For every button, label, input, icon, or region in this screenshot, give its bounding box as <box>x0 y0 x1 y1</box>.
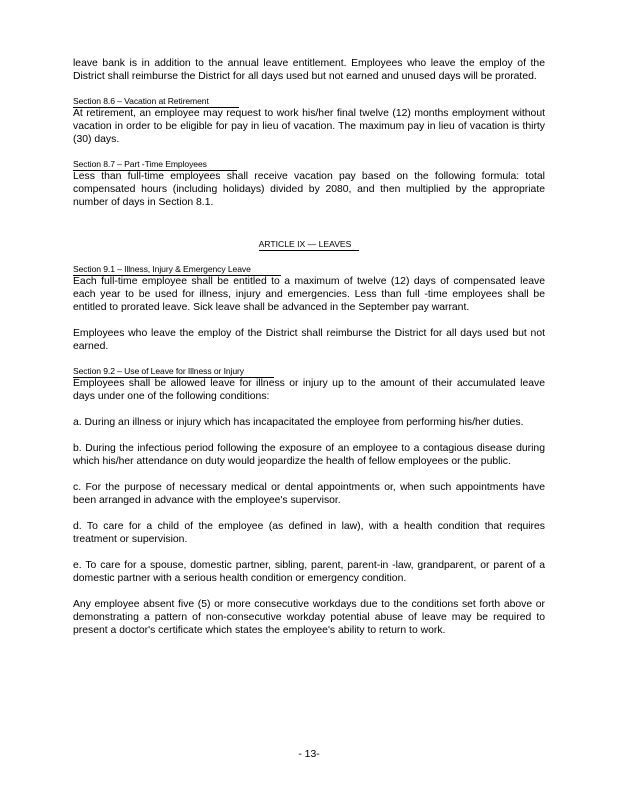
article-title: ARTICLE IX — LEAVES <box>259 239 360 251</box>
document-page <box>73 57 545 637</box>
section-9-1-body-2: Employees who leave the employ of the District shall reimburse the District for all days used but not earned. <box>73 328 545 352</box>
section-9-2-heading-wrap <box>73 366 545 377</box>
section-9-1-body: Each full-time employee shall be entitled to a maximum of twelve (12) days of compensated leave each year to be used for illness, injury and emergencies. Less than full -time employees shall be entitled to prorated leave. Sick leave shall be advanced in the September pay warrant. <box>73 276 545 313</box>
closing-paragraph: Any employee absent five (5) or more consecutive workdays due to the conditions set forth above or demonstrating a pattern of non-consecutive workday potential abuse of leave may be required to present a doctor's certificate which states the employee's ability to return to work. <box>73 599 545 636</box>
section-8-6-heading: Section 8.6 – Vacation at Retirement <box>73 96 239 108</box>
list-item-b: b. During the infectious period following the exposure of an employee to a contagious disease during which his/her attendance on duty would jeopardize the health of fellow employees or the public. <box>73 443 545 467</box>
section-8-6-heading-wrap <box>73 96 545 107</box>
section-8-6-body: At retirement, an employee may request to work his/her final twelve (12) months employment without vacation in order to be eligible for pay in lieu of vacation. The maximum pay in lieu of vacation is thirty (30) days. <box>73 108 545 145</box>
list-item-a: a. During an illness or injury which has incapacitated the employee from performing his/her duties. <box>73 417 524 428</box>
list-item-d: d. To care for a child of the employee (as defined in law), with a health condition that requires treatment or supervision. <box>73 521 545 545</box>
list-item-c: c. For the purpose of necessary medical or dental appointments or, when such appointments have been arranged in advance with the employee's supervisor. <box>73 482 545 506</box>
section-9-1-heading: Section 9.1 – Illness, Injury & Emergency Leave <box>73 264 281 276</box>
article-title-wrap <box>73 239 545 251</box>
paragraph-leave-bank: leave bank is in addition to the annual leave entitlement. Employees who leave the employ of the District shall reimburse the District for all days used but not earned and unused days will be prorated. <box>73 58 545 82</box>
section-8-7-heading-wrap <box>73 159 545 170</box>
section-9-2-body: Employees shall be allowed leave for illness or injury up to the amount of their accumulated leave days under one of the following conditions: <box>73 378 545 402</box>
section-8-7-heading: Section 8.7 – Part -Time Employees <box>73 159 237 171</box>
list-item-e: e. To care for a spouse, domestic partner, sibling, parent, parent-in -law, grandparent, or parent of a domestic partner with a serious health condition or emergency condition. <box>73 560 545 584</box>
section-9-1-heading-wrap <box>73 264 545 275</box>
section-8-7-body: Less than full-time employees shall receive vacation pay based on the following formula: total compensated hours (including holidays) divided by 2080, and then multiplied by the appropriate number of days in Section 8.1. <box>73 171 545 208</box>
section-9-2-heading: Section 9.2 – Use of Leave for Illness or Injury <box>73 366 274 378</box>
page-number: - 13- <box>298 749 320 760</box>
